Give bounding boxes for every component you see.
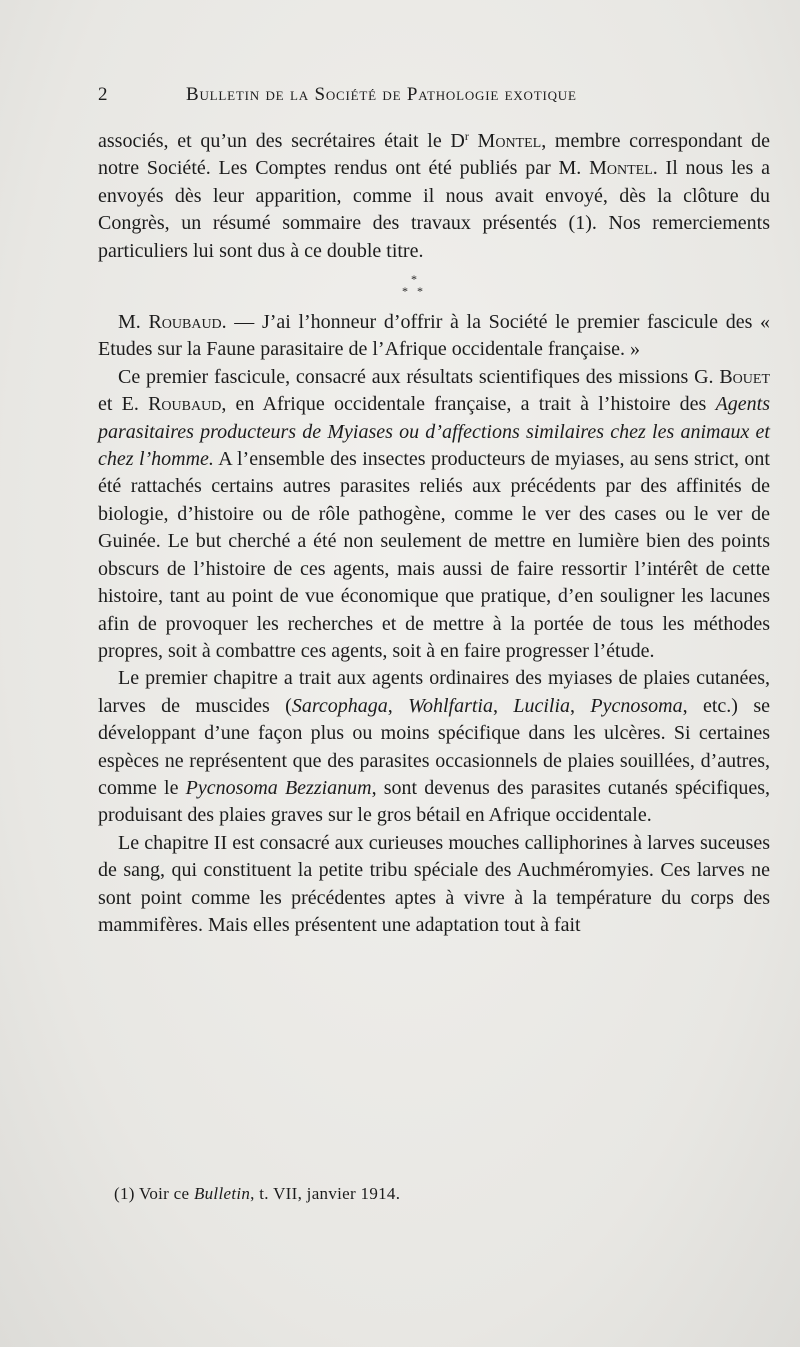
section-separator: * * *: [402, 272, 426, 299]
paragraph-5: Le chapitre II est consacré aux curieuses mouches calliphorines à larves suceuses de sang, qui constituent la petite tribu spéciale des Auchméromyies. Ces larves ne sont point comme les précédentes aptes à vivre à la température du corps des mammifères. Mais elles présentent une adaptation tout à fait: [98, 831, 770, 936]
footnote: (1) Voir ce Bulletin, t. VII, janvier 1914.: [114, 1184, 401, 1203]
paragraph-1: associés, et qu’un des secrétaires était le $D^r$ Montel, membre correspondant de notre Société. Les Comptes rendus ont été publiés par M. Montel. Il nous les a envoyés dès leur apparition, comme il nous avait envoyé, dès la clôture du Congrès, un résumé sommaire des travaux présentés (1). Nos remerciements particuliers lui sont dus à ce double titre.: [98, 129, 771, 262]
paragraph-4: Le premier chapitre a trait aux agents ordinaires des myiases de plaies cutanées, larves de muscides (Sarcophaga, Wohlfartia, Lucilia, Pycnosoma, etc.) se développant d’une façon plus ou moins spécifique dans les ulcères. Si certaines espèces ne représentent que des parasites occasionnels de plaies souillées, d’autres, comme le Pycnosoma Bezzianum, sont devenus des parasites cutanés spécifiques, produisant des plaies graves sur le gros bétail en Afrique occidentale.: [98, 667, 770, 827]
paragraph-3: Ce premier fascicule, consacré aux résultats scientifiques des missions G. Bouet et E. Roubaud, en Afrique occidentale française, a trait à l’histoire des Agents parasitaires producteurs de Myiases ou d’affections similaires chez les animaux et chez l’homme. A l’ensemble des insectes producteurs de myiases, au sens strict, ont été rattachés certains autres parasites reliés aux précédents par des affinités de biologie, d’histoire ou de rôle pathogène, comme le ver des cases ou le ver de Guinée. Le but cherché a été non seulement de mettre en lumière bien des points obscurs de l’histoire de ces agents, mais aussi de faire ressortir l’intérêt de cette histoire, tant au point de vue économique que pratique, d’en souligner les lacunes afin de provoquer les recherches et de mettre à la portée de tous les méthodes propres, soit à combattre ces agents, soit à en faire progresser l’étude.: [98, 365, 770, 662]
body-text: [98, 128, 770, 939]
paragraph-2: M. Roubaud. — J’ai l’honneur d’offrir à la Société le premier fascicule des « Etudes sur la Faune parasitaire de l’Afrique occidentale française. »: [98, 311, 770, 361]
page-number: 2: [98, 84, 108, 105]
running-title: Bulletin de la Société de Pathologie exotique: [186, 84, 577, 105]
